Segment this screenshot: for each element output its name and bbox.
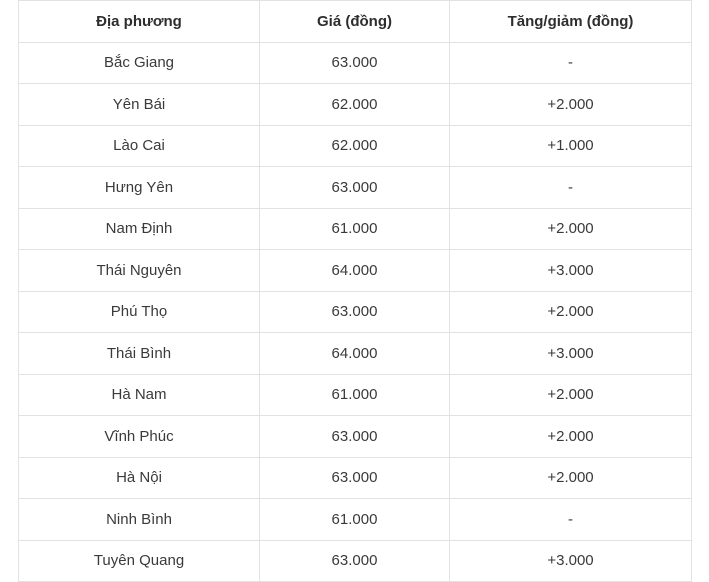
cell-change: +2.000 [450, 84, 692, 126]
table-header [19, 1, 692, 43]
cell-price: 63.000 [260, 540, 450, 582]
table-row [19, 125, 692, 167]
column-header-price: Giá (đồng) [260, 1, 450, 43]
cell-price: 61.000 [260, 208, 450, 250]
cell-change: - [450, 499, 692, 541]
table-row [19, 374, 692, 416]
table-row [19, 333, 692, 375]
table-row [19, 84, 692, 126]
cell-change: +2.000 [450, 416, 692, 458]
table-row [19, 457, 692, 499]
cell-price: 61.000 [260, 374, 450, 416]
regional-price-table [18, 0, 692, 582]
table-body [19, 42, 692, 582]
table-row [19, 167, 692, 209]
cell-locality: Yên Bái [19, 84, 260, 126]
cell-price: 64.000 [260, 250, 450, 292]
table-row [19, 416, 692, 458]
cell-price: 63.000 [260, 42, 450, 84]
cell-price: 63.000 [260, 457, 450, 499]
cell-locality: Phú Thọ [19, 291, 260, 333]
cell-price: 62.000 [260, 125, 450, 167]
table-row [19, 250, 692, 292]
cell-locality: Hà Nội [19, 457, 260, 499]
cell-change: +1.000 [450, 125, 692, 167]
cell-price: 63.000 [260, 416, 450, 458]
cell-change: - [450, 167, 692, 209]
table-row [19, 291, 692, 333]
cell-locality: Bắc Giang [19, 42, 260, 84]
cell-locality: Tuyên Quang [19, 540, 260, 582]
column-header-change: Tăng/giảm (đồng) [450, 1, 692, 43]
table-row [19, 540, 692, 582]
cell-locality: Hưng Yên [19, 167, 260, 209]
cell-locality: Ninh Bình [19, 499, 260, 541]
cell-change: +2.000 [450, 208, 692, 250]
column-header-locality: Địa phương [19, 1, 260, 43]
cell-change: +2.000 [450, 457, 692, 499]
table-row [19, 42, 692, 84]
table-row [19, 499, 692, 541]
cell-price: 62.000 [260, 84, 450, 126]
table-header-row [19, 1, 692, 43]
cell-locality: Vĩnh Phúc [19, 416, 260, 458]
cell-price: 61.000 [260, 499, 450, 541]
cell-price: 63.000 [260, 291, 450, 333]
cell-change: +2.000 [450, 374, 692, 416]
cell-change: +2.000 [450, 291, 692, 333]
cell-locality: Nam Định [19, 208, 260, 250]
table-row [19, 208, 692, 250]
cell-locality: Lào Cai [19, 125, 260, 167]
cell-change: +3.000 [450, 250, 692, 292]
cell-change: +3.000 [450, 540, 692, 582]
cell-locality: Hà Nam [19, 374, 260, 416]
cell-locality: Thái Bình [19, 333, 260, 375]
cell-price: 63.000 [260, 167, 450, 209]
cell-locality: Thái Nguyên [19, 250, 260, 292]
cell-price: 64.000 [260, 333, 450, 375]
cell-change: +3.000 [450, 333, 692, 375]
cell-change: - [450, 42, 692, 84]
